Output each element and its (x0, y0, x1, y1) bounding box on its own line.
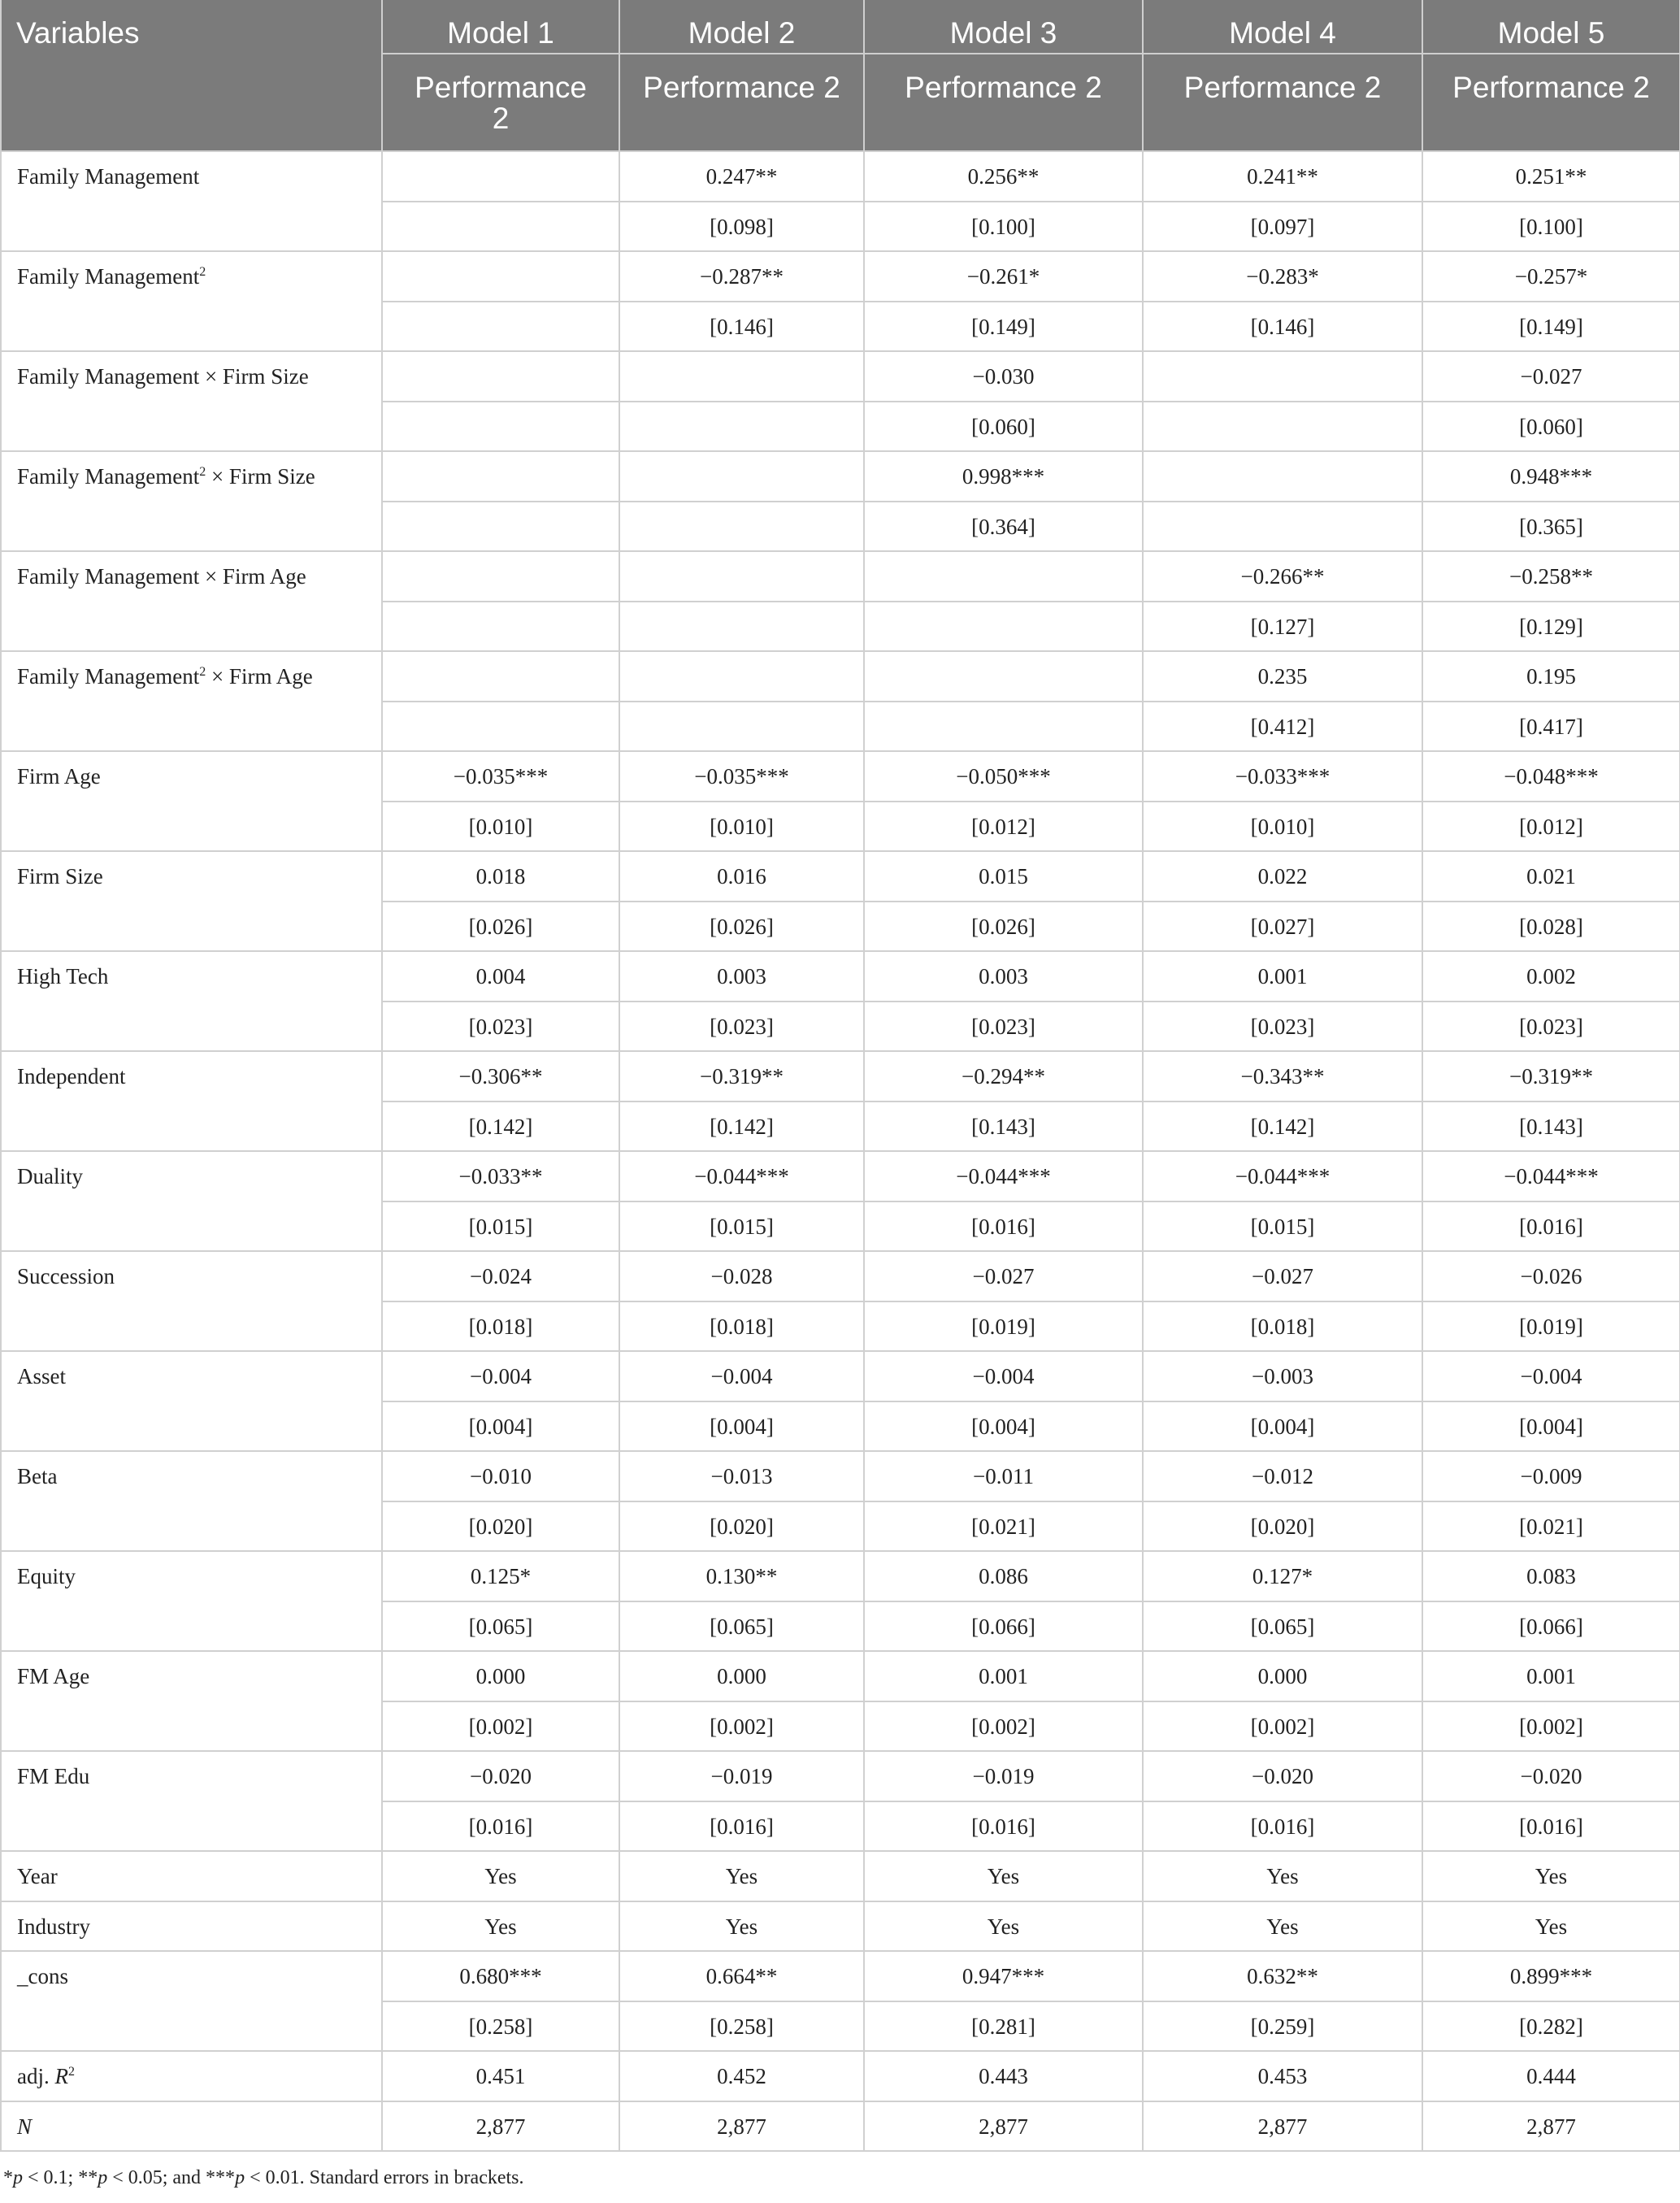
standard-error-cell: [0.019] (864, 1301, 1143, 1352)
standard-error-cell: [0.149] (1422, 302, 1680, 352)
variable-label (1, 651, 382, 751)
coefficient-cell: 0.003 (864, 951, 1143, 1002)
variable-label-text: Industry (17, 1914, 90, 1939)
standard-error-cell: [0.023] (382, 1002, 619, 1052)
coefficient-cell: 0.018 (382, 851, 619, 902)
variable-label (1, 1351, 382, 1451)
standard-error-cell (619, 602, 864, 652)
table-row (1, 1651, 1680, 1701)
coefficient-cell: −0.013 (619, 1451, 864, 1501)
standard-error-cell: [0.023] (1143, 1002, 1422, 1052)
coefficient-cell: −0.012 (1143, 1451, 1422, 1501)
superscript: 2 (199, 465, 206, 479)
coefficient-cell: 0.443 (864, 2051, 1143, 2101)
table-header (1, 0, 1680, 151)
standard-error-cell: [0.004] (1422, 1401, 1680, 1452)
standard-error-cell: [0.012] (864, 802, 1143, 852)
dependent-variable-header: Performance 2 (382, 54, 619, 151)
coefficient-cell: 0.451 (382, 2051, 619, 2101)
standard-error-cell (1143, 502, 1422, 552)
table-row (1, 1551, 1680, 1601)
variable-label (1, 951, 382, 1051)
variable-label-text: Family Management (17, 264, 200, 289)
footnote-italic: p (98, 2167, 108, 2188)
coefficient-cell: Yes (1422, 1901, 1680, 1952)
standard-error-cell: [0.258] (619, 2001, 864, 2052)
standard-error-cell: [0.018] (619, 1301, 864, 1352)
standard-error-cell: [0.019] (1422, 1301, 1680, 1352)
table-row (1, 1901, 1680, 1952)
header-row-models (1, 0, 1680, 54)
variable-label (1, 1551, 382, 1651)
variable-label-suffix: × Firm Age (206, 664, 313, 689)
coefficient-cell: −0.319** (619, 1051, 864, 1102)
standard-error-cell: [0.012] (1422, 802, 1680, 852)
table-row (1, 1151, 1680, 1201)
standard-error-cell (619, 702, 864, 752)
standard-error-cell: [0.028] (1422, 902, 1680, 952)
coefficient-cell: 0.453 (1143, 2051, 1422, 2101)
coefficient-cell: −0.010 (382, 1451, 619, 1501)
variable-label-text: Family Management × Firm Age (17, 564, 306, 589)
coefficient-cell: Yes (382, 1901, 619, 1952)
coefficient-cell: −0.004 (1422, 1351, 1680, 1401)
standard-error-cell: [0.020] (1143, 1501, 1422, 1552)
coefficient-cell: 0.241** (1143, 151, 1422, 202)
coefficient-cell: −0.004 (382, 1351, 619, 1401)
coefficient-cell: 0.632** (1143, 1951, 1422, 2001)
coefficient-cell: −0.319** (1422, 1051, 1680, 1102)
standard-error-cell: [0.129] (1422, 602, 1680, 652)
coefficient-cell: 0.004 (382, 951, 619, 1002)
coefficient-cell: −0.287** (619, 251, 864, 302)
table-row (1, 1851, 1680, 1901)
variable-label (1, 1051, 382, 1151)
standard-error-cell: [0.002] (1143, 1701, 1422, 1752)
coefficient-cell: 0.247** (619, 151, 864, 202)
standard-error-cell: [0.015] (1143, 1201, 1422, 1252)
variable-label (1, 1951, 382, 2051)
coefficient-cell: −0.009 (1422, 1451, 1680, 1501)
standard-error-cell (382, 602, 619, 652)
standard-error-cell: [0.412] (1143, 702, 1422, 752)
coefficient-cell: Yes (619, 1901, 864, 1952)
standard-error-cell (619, 402, 864, 452)
coefficient-cell: −0.011 (864, 1451, 1143, 1501)
coefficient-cell (382, 351, 619, 402)
coefficient-cell (382, 551, 619, 602)
coefficient-cell: −0.027 (864, 1251, 1143, 1301)
coefficient-cell: −0.030 (864, 351, 1143, 402)
coefficient-cell: −0.035*** (382, 751, 619, 802)
coefficient-cell: Yes (864, 1851, 1143, 1901)
coefficient-cell (619, 451, 864, 502)
variable-label (1, 351, 382, 451)
standard-error-cell: [0.065] (382, 1601, 619, 1652)
standard-error-cell: [0.016] (864, 1201, 1143, 1252)
standard-error-cell: [0.015] (619, 1201, 864, 1252)
standard-error-cell: [0.021] (864, 1501, 1143, 1552)
model-header: Model 3 (864, 0, 1143, 54)
coefficient-cell: 0.664** (619, 1951, 864, 2001)
coefficient-cell (619, 551, 864, 602)
dependent-variable-header: Performance 2 (619, 54, 864, 151)
coefficient-cell: 0.452 (619, 2051, 864, 2101)
standard-error-cell: [0.015] (382, 1201, 619, 1252)
coefficient-cell: 0.947*** (864, 1951, 1143, 2001)
coefficient-cell: −0.257* (1422, 251, 1680, 302)
variable-label-italic: N (17, 2114, 33, 2139)
coefficient-cell: Yes (382, 1851, 619, 1901)
variable-label-text: Independent (17, 1064, 126, 1088)
footnote-text: * (3, 2167, 13, 2188)
standard-error-cell: [0.023] (1422, 1002, 1680, 1052)
coefficient-cell (619, 651, 864, 702)
standard-error-cell: [0.417] (1422, 702, 1680, 752)
table-row (1, 751, 1680, 802)
dependent-variable-header: Performance 2 (1422, 54, 1680, 151)
coefficient-cell: 2,877 (1422, 2101, 1680, 2152)
variable-label-text: Firm Age (17, 764, 101, 789)
coefficient-cell (1143, 351, 1422, 402)
coefficient-cell: −0.028 (619, 1251, 864, 1301)
standard-error-cell: [0.364] (864, 502, 1143, 552)
standard-error-cell: [0.026] (864, 902, 1143, 952)
coefficient-cell: −0.283* (1143, 251, 1422, 302)
coefficient-cell (382, 151, 619, 202)
standard-error-cell: [0.026] (619, 902, 864, 952)
variable-label-suffix: × Firm Size (206, 464, 315, 489)
table-row (1, 1751, 1680, 1801)
standard-error-cell (382, 302, 619, 352)
table-row (1, 1051, 1680, 1102)
standard-error-cell: [0.100] (1422, 202, 1680, 252)
standard-error-cell: [0.100] (864, 202, 1143, 252)
standard-error-cell: [0.016] (382, 1801, 619, 1852)
table-footnote (3, 2167, 524, 2189)
table-row (1, 951, 1680, 1002)
variable-label-text: FM Age (17, 1664, 90, 1688)
standard-error-cell: [0.016] (1143, 1801, 1422, 1852)
coefficient-cell: 0.001 (1143, 951, 1422, 1002)
variable-label (1, 1651, 382, 1751)
variable-label-text: Asset (17, 1364, 66, 1388)
standard-error-cell: [0.143] (864, 1102, 1143, 1152)
standard-error-cell: [0.010] (619, 802, 864, 852)
standard-error-cell: [0.097] (1143, 202, 1422, 252)
standard-error-cell: [0.149] (864, 302, 1143, 352)
variable-label-text: Beta (17, 1464, 58, 1488)
coefficient-cell: 2,877 (864, 2101, 1143, 2152)
footnote-text: < 0.01. Standard errors in brackets. (245, 2167, 524, 2188)
coefficient-cell: 0.130** (619, 1551, 864, 1601)
coefficient-cell: 0.015 (864, 851, 1143, 902)
variable-label-text: FM Edu (17, 1764, 90, 1788)
dependent-variable-header: Performance 2 (1143, 54, 1422, 151)
standard-error-cell (382, 202, 619, 252)
standard-error-cell: [0.010] (1143, 802, 1422, 852)
table-row (1, 1451, 1680, 1501)
standard-error-cell: [0.016] (619, 1801, 864, 1852)
variable-label (1, 151, 382, 251)
standard-error-cell (382, 702, 619, 752)
standard-error-cell: [0.020] (619, 1501, 864, 1552)
coefficient-cell (382, 451, 619, 502)
coefficient-cell (619, 351, 864, 402)
coefficient-cell: −0.033** (382, 1151, 619, 1201)
coefficient-cell: 0.127* (1143, 1551, 1422, 1601)
coefficient-cell: 0.001 (1422, 1651, 1680, 1701)
coefficient-cell: −0.044*** (864, 1151, 1143, 1201)
coefficient-cell: −0.343** (1143, 1051, 1422, 1102)
standard-error-cell: [0.004] (382, 1401, 619, 1452)
coefficient-cell: 0.086 (864, 1551, 1143, 1601)
coefficient-cell (864, 651, 1143, 702)
standard-error-cell: [0.060] (1422, 402, 1680, 452)
coefficient-cell: 2,877 (619, 2101, 864, 2152)
coefficient-cell: −0.026 (1422, 1251, 1680, 1301)
variable-label-text: Succession (17, 1264, 115, 1288)
coefficient-cell: −0.044*** (1422, 1151, 1680, 1201)
variable-label (1, 251, 382, 351)
coefficient-cell: 0.899*** (1422, 1951, 1680, 2001)
standard-error-cell (619, 502, 864, 552)
standard-error-cell: [0.142] (382, 1102, 619, 1152)
coefficient-cell: 2,877 (382, 2101, 619, 2152)
coefficient-cell: 0.016 (619, 851, 864, 902)
table-row (1, 1951, 1680, 2001)
coefficient-cell: 0.002 (1422, 951, 1680, 1002)
dependent-variable-header: Performance 2 (864, 54, 1143, 151)
standard-error-cell: [0.026] (382, 902, 619, 952)
coefficient-cell: −0.019 (619, 1751, 864, 1801)
variable-label-text: Duality (17, 1164, 83, 1188)
table-row (1, 2051, 1680, 2101)
coefficient-cell: −0.003 (1143, 1351, 1422, 1401)
coefficient-cell (1143, 451, 1422, 502)
standard-error-cell: [0.146] (1143, 302, 1422, 352)
footnote-italic: p (235, 2167, 245, 2188)
coefficient-cell: 0.000 (1143, 1651, 1422, 1701)
standard-error-cell: [0.027] (1143, 902, 1422, 952)
coefficient-cell: Yes (864, 1901, 1143, 1952)
coefficient-cell: −0.261* (864, 251, 1143, 302)
standard-error-cell: [0.281] (864, 2001, 1143, 2052)
standard-error-cell: [0.065] (619, 1601, 864, 1652)
table-row (1, 1351, 1680, 1401)
table-row (1, 351, 1680, 402)
model-header: Model 2 (619, 0, 864, 54)
variable-label (1, 1851, 382, 1901)
coefficient-cell: 0.195 (1422, 651, 1680, 702)
standard-error-cell (382, 502, 619, 552)
variable-label-text: adj. (17, 2064, 55, 2088)
coefficient-cell (864, 551, 1143, 602)
variable-label-text: Family Management (17, 664, 200, 689)
coefficient-cell: 0.235 (1143, 651, 1422, 702)
standard-error-cell: [0.016] (1422, 1801, 1680, 1852)
variable-label (1, 751, 382, 851)
superscript: 2 (68, 2065, 75, 2079)
table-row (1, 1251, 1680, 1301)
coefficient-cell: −0.044*** (1143, 1151, 1422, 1201)
coefficient-cell: −0.258** (1422, 551, 1680, 602)
standard-error-cell: [0.146] (619, 302, 864, 352)
standard-error-cell: [0.258] (382, 2001, 619, 2052)
standard-error-cell: [0.016] (1422, 1201, 1680, 1252)
variable-label (1, 551, 382, 651)
coefficient-cell: 0.680*** (382, 1951, 619, 2001)
coefficient-cell: −0.004 (619, 1351, 864, 1401)
coefficient-cell: −0.033*** (1143, 751, 1422, 802)
standard-error-cell (864, 702, 1143, 752)
standard-error-cell: [0.023] (864, 1002, 1143, 1052)
variable-label-text: Year (17, 1864, 58, 1888)
standard-error-cell: [0.065] (1143, 1601, 1422, 1652)
coefficient-cell: Yes (1422, 1851, 1680, 1901)
variable-label (1, 1451, 382, 1551)
standard-error-cell: [0.021] (1422, 1501, 1680, 1552)
standard-error-cell (1143, 402, 1422, 452)
standard-error-cell (382, 402, 619, 452)
coefficient-cell: 0.003 (619, 951, 864, 1002)
variable-label-text: Family Management (17, 464, 200, 489)
coefficient-cell: −0.020 (1422, 1751, 1680, 1801)
model-header: Model 4 (1143, 0, 1422, 54)
standard-error-cell: [0.002] (619, 1701, 864, 1752)
standard-error-cell: [0.002] (1422, 1701, 1680, 1752)
superscript: 2 (199, 665, 206, 679)
standard-error-cell: [0.365] (1422, 502, 1680, 552)
coefficient-cell: −0.020 (382, 1751, 619, 1801)
coefficient-cell: 0.021 (1422, 851, 1680, 902)
variable-label-text: Equity (17, 1564, 76, 1588)
variable-label-text: Family Management (17, 164, 200, 189)
standard-error-cell: [0.016] (864, 1801, 1143, 1852)
coefficient-cell: 0.948*** (1422, 451, 1680, 502)
standard-error-cell: [0.259] (1143, 2001, 1422, 2052)
model-header: Model 1 (382, 0, 619, 54)
standard-error-cell: [0.060] (864, 402, 1143, 452)
table-row (1, 451, 1680, 502)
coefficient-cell: 0.998*** (864, 451, 1143, 502)
coefficient-cell: Yes (1143, 1901, 1422, 1952)
coefficient-cell: −0.024 (382, 1251, 619, 1301)
standard-error-cell: [0.018] (382, 1301, 619, 1352)
coefficient-cell: −0.048*** (1422, 751, 1680, 802)
coefficient-cell: −0.044*** (619, 1151, 864, 1201)
variable-label-text: High Tech (17, 964, 109, 989)
standard-error-cell: [0.127] (1143, 602, 1422, 652)
footnote-text: < 0.1; ** (23, 2167, 98, 2188)
coefficient-cell: −0.035*** (619, 751, 864, 802)
standard-error-cell: [0.002] (864, 1701, 1143, 1752)
coefficient-cell: −0.294** (864, 1051, 1143, 1102)
variable-label (1, 851, 382, 951)
coefficient-cell: −0.020 (1143, 1751, 1422, 1801)
coefficient-cell: 0.022 (1143, 851, 1422, 902)
variable-label (1, 451, 382, 551)
coefficient-cell (382, 651, 619, 702)
standard-error-cell: [0.142] (619, 1102, 864, 1152)
variable-label-text: _cons (17, 1964, 68, 1988)
coefficient-cell: 0.001 (864, 1651, 1143, 1701)
coefficient-cell: −0.019 (864, 1751, 1143, 1801)
coefficient-cell: Yes (619, 1851, 864, 1901)
table-row (1, 2101, 1680, 2152)
standard-error-cell: [0.066] (1422, 1601, 1680, 1652)
variables-header: Variables (1, 0, 382, 151)
coefficient-cell (382, 251, 619, 302)
coefficient-cell: 0.251** (1422, 151, 1680, 202)
standard-error-cell: [0.282] (1422, 2001, 1680, 2052)
coefficient-cell: 0.125* (382, 1551, 619, 1601)
variable-label-text: Family Management × Firm Size (17, 364, 309, 389)
variable-label (1, 1251, 382, 1351)
superscript: 2 (199, 265, 206, 279)
coefficient-cell: 0.000 (382, 1651, 619, 1701)
standard-error-cell: [0.098] (619, 202, 864, 252)
standard-error-cell: [0.143] (1422, 1102, 1680, 1152)
standard-error-cell: [0.142] (1143, 1102, 1422, 1152)
coefficient-cell: −0.306** (382, 1051, 619, 1102)
coefficient-cell: 2,877 (1143, 2101, 1422, 2152)
table-body (1, 151, 1680, 2151)
coefficient-cell: Yes (1143, 1851, 1422, 1901)
coefficient-cell: −0.004 (864, 1351, 1143, 1401)
coefficient-cell: −0.027 (1143, 1251, 1422, 1301)
coefficient-cell: 0.000 (619, 1651, 864, 1701)
standard-error-cell: [0.004] (864, 1401, 1143, 1452)
coefficient-cell: 0.444 (1422, 2051, 1680, 2101)
variable-label (1, 1901, 382, 1952)
coefficient-cell: 0.256** (864, 151, 1143, 202)
standard-error-cell: [0.018] (1143, 1301, 1422, 1352)
variable-label (1, 2051, 382, 2101)
coefficient-cell: −0.266** (1143, 551, 1422, 602)
footnote-italic: p (13, 2167, 23, 2188)
standard-error-cell: [0.010] (382, 802, 619, 852)
standard-error-cell: [0.002] (382, 1701, 619, 1752)
table-row (1, 151, 1680, 202)
standard-error-cell: [0.023] (619, 1002, 864, 1052)
standard-error-cell: [0.004] (619, 1401, 864, 1452)
coefficient-cell: 0.083 (1422, 1551, 1680, 1601)
variable-label (1, 1151, 382, 1251)
standard-error-cell (864, 602, 1143, 652)
variable-label-italic: R (54, 2064, 68, 2088)
standard-error-cell: [0.066] (864, 1601, 1143, 1652)
coefficient-cell: −0.050*** (864, 751, 1143, 802)
variable-label (1, 2101, 382, 2152)
table-row (1, 251, 1680, 302)
model-header: Model 5 (1422, 0, 1680, 54)
standard-error-cell: [0.004] (1143, 1401, 1422, 1452)
variable-label-text: Firm Size (17, 864, 103, 889)
table-row (1, 651, 1680, 702)
table-row (1, 551, 1680, 602)
table-row (1, 851, 1680, 902)
standard-error-cell: [0.020] (382, 1501, 619, 1552)
variable-label (1, 1751, 382, 1851)
coefficient-cell: −0.027 (1422, 351, 1680, 402)
footnote-text: < 0.05; and *** (107, 2167, 236, 2188)
